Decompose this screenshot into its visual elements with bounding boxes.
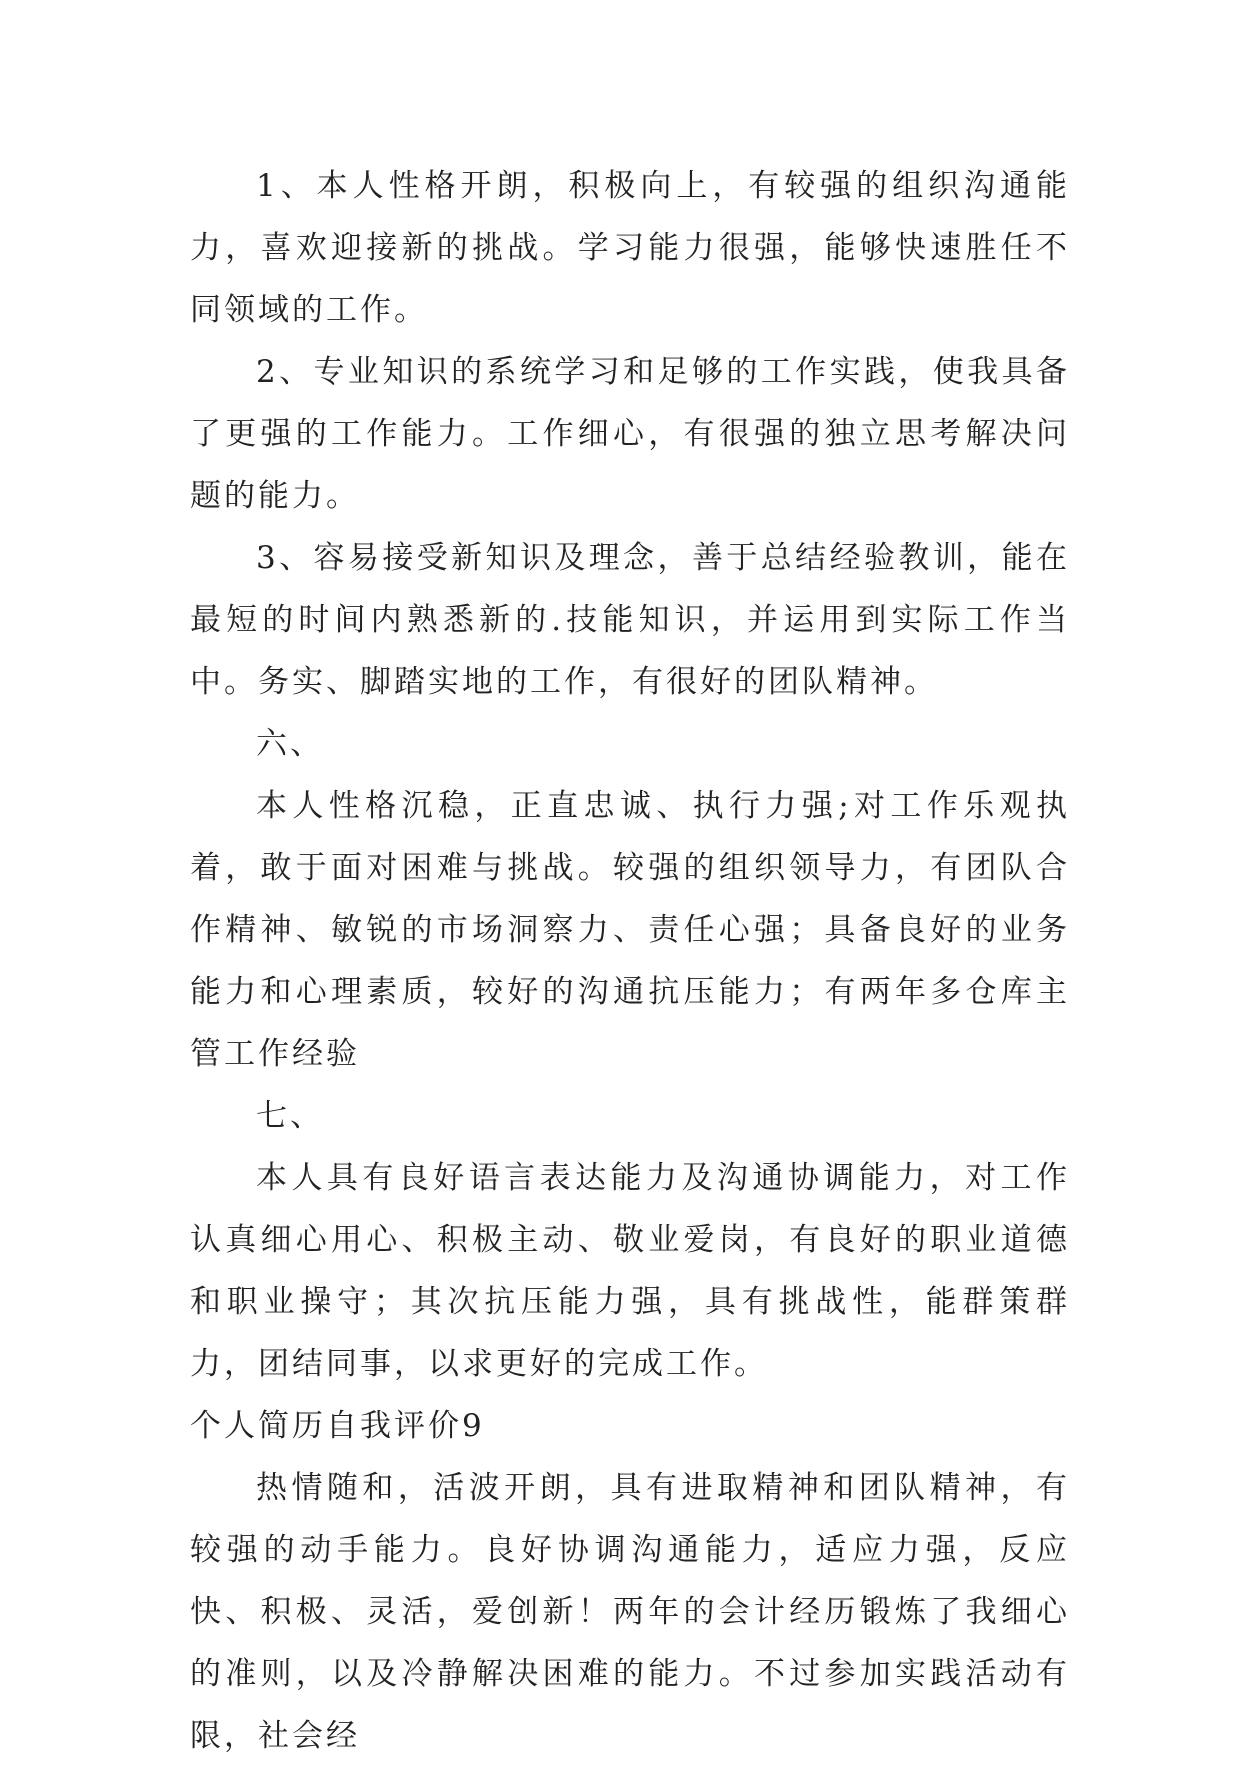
paragraph-section-seven: 本人具有良好语言表达能力及沟通协调能力，对工作认真细心用心、积极主动、敬业爱岗，有良好的职业道德和职业操守；其次抗压能力强，具有挑战性，能群策群力，团结同事，以求更好的完成工作。 <box>190 1160 1070 1382</box>
paragraph-2: 2、专业知识的系统学习和足够的工作实践，使我具备了更强的工作能力。工作细心，有很强的独立思考解决问题的能力。 <box>190 354 1070 514</box>
section-label-six: 六、 <box>256 726 324 762</box>
paragraph-section-nine: 热情随和，活波开朗，具有进取精神和团队精神，有较强的动手能力。良好协调沟通能力，适应力强，反应快、积极、灵活，爱创新！两年的会计经历锻炼了我细心的准则，以及冷静解决困难的能力。不过参加实践活动有限，社会经 <box>190 1470 1070 1754</box>
section-heading: 个人简历自我评价9 <box>190 1408 485 1444</box>
paragraph-section-six: 本人性格沉稳，正直忠诚、执行力强;对工作乐观执着，敢于面对困难与挑战。较强的组织领导力，有团队合作精神、敏锐的市场洞察力、责任心强；具备良好的业务能力和心理素质，较好的沟通抗压能力；有两年多仓库主管工作经验 <box>190 788 1070 1072</box>
paragraph-3: 3、容易接受新知识及理念，善于总结经验教训，能在最短的时间内熟悉新的.技能知识，并运用到实际工作当中。务实、脚踏实地的工作，有很好的团队精神。 <box>190 540 1070 700</box>
paragraph-1: 1、本人性格开朗，积极向上，有较强的组织沟通能力，喜欢迎接新的挑战。学习能力很强，能够快速胜任不同领域的工作。 <box>190 168 1070 328</box>
document-body <box>190 155 1070 1767</box>
section-label-seven: 七、 <box>256 1098 324 1134</box>
